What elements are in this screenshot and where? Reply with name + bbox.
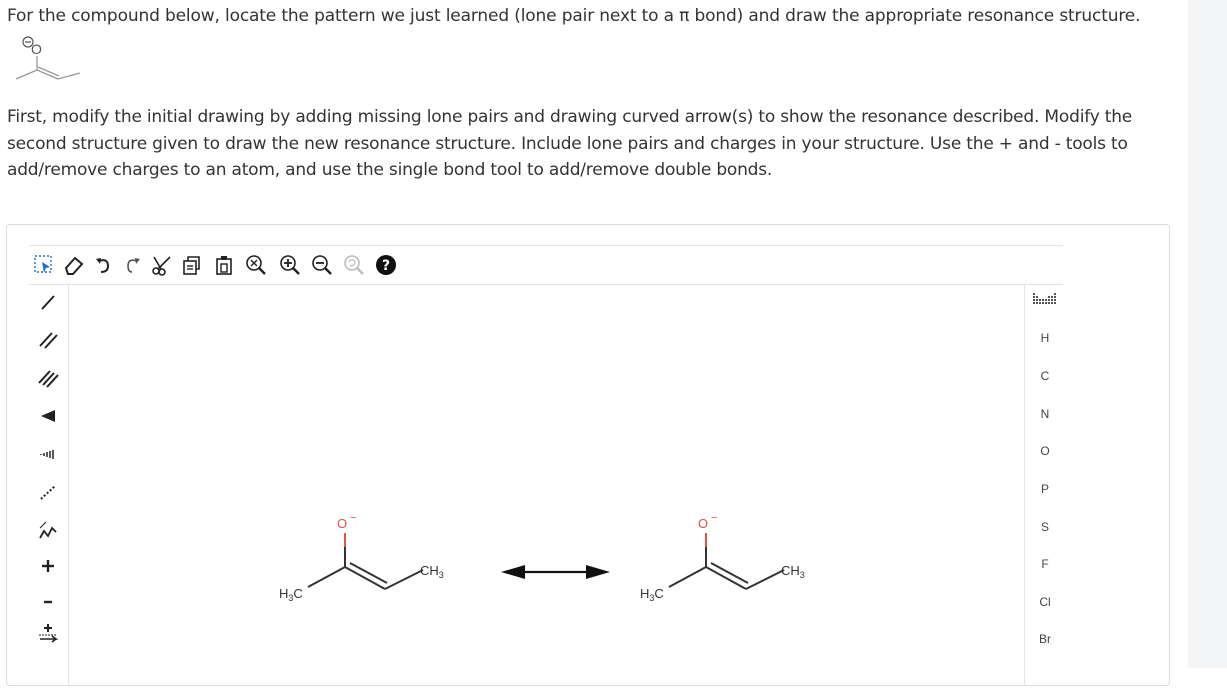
negative-charge-tool-icon[interactable]: [35, 589, 61, 615]
question-instructions: First, modify the initial drawing by adding missing lone pairs and drawing curved arrow(s) to show the resonance described. Modify the second structure given to draw the new resonance structure. Include lone pairs and charges in your structure. Use the + and - tools to add/remove charges to an atom, and use the single bond tool to add/remove double bonds.: [7, 107, 1133, 180]
lone-pair-tool-icon[interactable]: [35, 621, 61, 647]
reactant-oxygen-label: O: [337, 516, 348, 531]
element-s[interactable]: S: [1040, 520, 1049, 534]
drawing-canvas[interactable]: [68, 285, 1025, 685]
select-icon[interactable]: [31, 252, 57, 278]
chain-tool-icon[interactable]: [35, 517, 61, 543]
zoom-in-icon[interactable]: [277, 252, 303, 278]
element-p[interactable]: P: [1040, 482, 1049, 496]
given-oxygen-label: O: [31, 41, 42, 57]
element-cl[interactable]: Cl: [1039, 595, 1051, 609]
chemistry-editor: [6, 224, 1170, 686]
element-c[interactable]: C: [1040, 369, 1050, 383]
given-compound: [8, 36, 88, 86]
element-n[interactable]: N: [1040, 407, 1050, 421]
page-gutter: [1188, 0, 1227, 668]
reactant-ch3-label: $CH_3$: [420, 563, 444, 580]
copy-icon[interactable]: [179, 252, 205, 278]
paste-icon[interactable]: [211, 252, 237, 278]
single-bond-tool-icon[interactable]: [35, 289, 61, 315]
resonance-arrow: [501, 565, 610, 579]
triple-bond-tool-icon[interactable]: [35, 365, 61, 391]
reactant-oxygen-charge: −: [350, 512, 357, 524]
undo-icon[interactable]: [91, 252, 117, 278]
resonance-structure[interactable]: [640, 512, 805, 603]
reactant-h3c-label: $H_3C$: [279, 586, 303, 603]
top-toolbar: [29, 245, 1063, 285]
element-o[interactable]: O: [1040, 444, 1050, 458]
double-bond-tool-icon[interactable]: [35, 327, 61, 353]
element-h[interactable]: H: [1040, 331, 1050, 345]
zoom-out-icon[interactable]: [309, 252, 335, 278]
reactant-structure[interactable]: [279, 512, 444, 603]
element-f[interactable]: F: [1041, 557, 1049, 571]
svg-text:?: ?: [381, 258, 391, 274]
canvas-svg: [69, 285, 1024, 685]
zoom-fit-icon[interactable]: [243, 252, 269, 278]
help-icon[interactable]: [373, 252, 399, 278]
positive-charge-tool-icon[interactable]: [35, 553, 61, 579]
product-oxygen-label: O: [698, 516, 709, 531]
cut-icon[interactable]: [149, 252, 175, 278]
dashed-bond-tool-icon[interactable]: [35, 479, 61, 505]
wedge-bond-tool-icon[interactable]: [35, 403, 61, 429]
redo-icon[interactable]: [119, 252, 145, 278]
element-br[interactable]: Br: [1039, 632, 1051, 646]
hash-bond-tool-icon[interactable]: [35, 441, 61, 467]
question-prompt: For the compound below, locate the pattern we just learned (lone pair next to a π bond) and draw the appropriate resonance structure.: [7, 6, 1141, 26]
product-oxygen-charge: −: [711, 512, 718, 524]
eraser-icon[interactable]: [61, 252, 87, 278]
product-ch3-label: $CH_3$: [781, 563, 805, 580]
product-h3c-label: $H_3C$: [640, 586, 664, 603]
zoom-reset-icon[interactable]: [341, 252, 367, 278]
periodic-table-icon[interactable]: [1033, 293, 1057, 312]
